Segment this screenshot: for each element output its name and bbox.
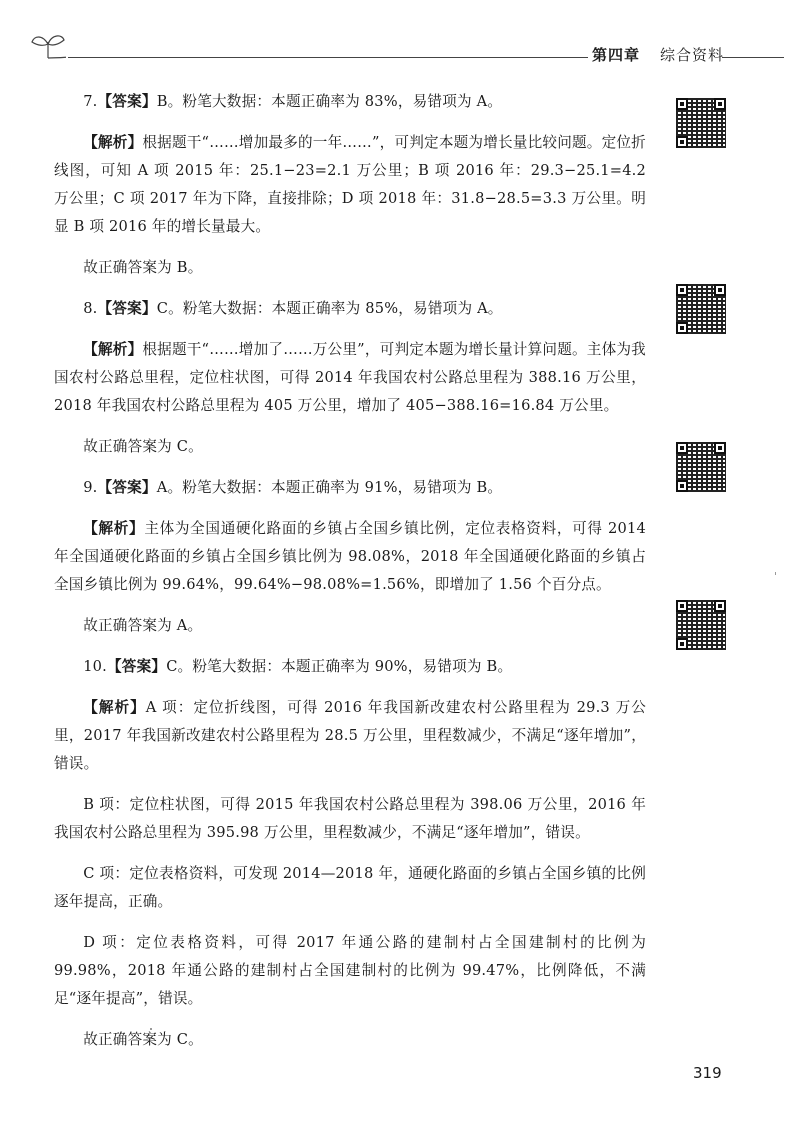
scan-speck bbox=[775, 572, 776, 575]
q8-answer bbox=[54, 295, 646, 323]
header-rule bbox=[68, 57, 588, 58]
leaf-sprout-icon bbox=[30, 30, 66, 60]
q10-number: 10. bbox=[83, 658, 107, 675]
analysis-label: 【解析】 bbox=[83, 699, 146, 716]
q7-answer-text: B。粉笔大数据：本题正确率为 83%，易错项为 A。 bbox=[156, 93, 503, 110]
q8-number: 8. bbox=[83, 300, 98, 317]
q7-number: 7. bbox=[83, 93, 98, 110]
q7-analysis bbox=[54, 129, 646, 241]
q9-analysis bbox=[54, 515, 646, 599]
q9-number: 9. bbox=[83, 479, 98, 496]
q10-option-d: D 项：定位表格资料，可得 2017 年通公路的建制村占全国建制村的比例为 99.98%，2018 年通公路的建制村占全国建制村的比例为 99.47%，比例降低，不满足“逐年提高”，错误。 bbox=[54, 934, 646, 1007]
q9-analysis-text: 主体为全国通硬化路面的乡镇占全国乡镇比例，定位表格资料，可得 2014 年全国通硬化路面的乡镇占全国乡镇比例为 98.08%，2018 年全国通硬化路面的乡镇占全国乡镇比例为 99.64%，99.64%−98.08%=1.56%，即增加了 1.56 个百分点。 bbox=[54, 520, 646, 593]
q7-conclusion: 故正确答案为 B。 bbox=[83, 259, 203, 276]
qr-code-q8[interactable] bbox=[676, 284, 726, 334]
chapter-title: 第四章 bbox=[592, 46, 641, 64]
qr-code-q7[interactable] bbox=[676, 98, 726, 148]
q10-option-b: B 项：定位柱状图，可得 2015 年我国农村公路总里程为 398.06 万公里，2016 年我国农村公路总里程为 395.98 万公里，里程数减少，不满足“逐年增加”，错误。 bbox=[54, 796, 646, 841]
analysis-label: 【解析】 bbox=[83, 134, 143, 151]
scan-speck bbox=[150, 1028, 152, 1030]
q10-answer bbox=[54, 653, 646, 681]
q9-answer bbox=[54, 474, 646, 502]
section-title: 综合资料 bbox=[660, 46, 725, 64]
q9-answer-text: A。粉笔大数据：本题正确率为 91%，易错项为 B。 bbox=[156, 479, 503, 496]
q10-analysis-text: A 项：定位折线图，可得 2016 年我国新改建农村公路里程为 29.3 万公里，2017 年我国新改建农村公路里程为 28.5 万公里，里程数减少，不满足“逐年增加”，错误。 bbox=[54, 699, 646, 772]
page-number: 319 bbox=[693, 1064, 722, 1082]
answer-label: 【答案】 bbox=[107, 658, 167, 675]
q10-option-c: C 项：定位表格资料，可发现 2014—2018 年，通硬化路面的乡镇占全国乡镇的比例逐年提高，正确。 bbox=[54, 865, 646, 910]
q7-answer bbox=[54, 88, 646, 116]
q10-conclusion: 故正确答案为 C。 bbox=[83, 1031, 203, 1048]
answer-label: 【答案】 bbox=[97, 479, 157, 496]
header-rule-right bbox=[722, 57, 784, 58]
answer-label: 【答案】 bbox=[97, 300, 157, 317]
q8-analysis bbox=[54, 336, 646, 420]
analysis-label: 【解析】 bbox=[83, 341, 143, 358]
q8-answer-text: C。粉笔大数据：本题正确率为 85%，易错项为 A。 bbox=[156, 300, 503, 317]
q10-analysis bbox=[54, 694, 646, 778]
analysis-label: 【解析】 bbox=[83, 520, 145, 537]
answer-label: 【答案】 bbox=[97, 93, 157, 110]
answer-explanations bbox=[54, 86, 646, 1067]
q9-conclusion: 故正确答案为 A。 bbox=[83, 617, 203, 634]
qr-code-q9[interactable] bbox=[676, 442, 726, 492]
q8-conclusion: 故正确答案为 C。 bbox=[83, 438, 203, 455]
q10-answer-text: C。粉笔大数据：本题正确率为 90%，易错项为 B。 bbox=[166, 658, 513, 675]
page-header bbox=[0, 0, 800, 80]
q8-analysis-text: 根据题干“……增加了……万公里”，可判定本题为增长量计算问题。主体为我国农村公路总里程，定位柱状图，可得 2014 年我国农村公路总里程为 388.16 万公里，2018 年我国农村公路总里程为 405 万公里，增加了 405−388.16=16.84 万公里。 bbox=[54, 341, 646, 414]
qr-code-q10[interactable] bbox=[676, 600, 726, 650]
q7-analysis-text: 根据题干“……增加最多的一年……”，可判定本题为增长量比较问题。定位折线图，可知 A 项 2015 年：25.1−23=2.1 万公里；B 项 2016 年：29.3−25.1=4.2 万公里；C 项 2017 年为下降，直接排除；D 项 2018 年：31.8−28.5=3.3 万公里。明显 B 项 2016 年的增长量最大。 bbox=[54, 134, 646, 235]
